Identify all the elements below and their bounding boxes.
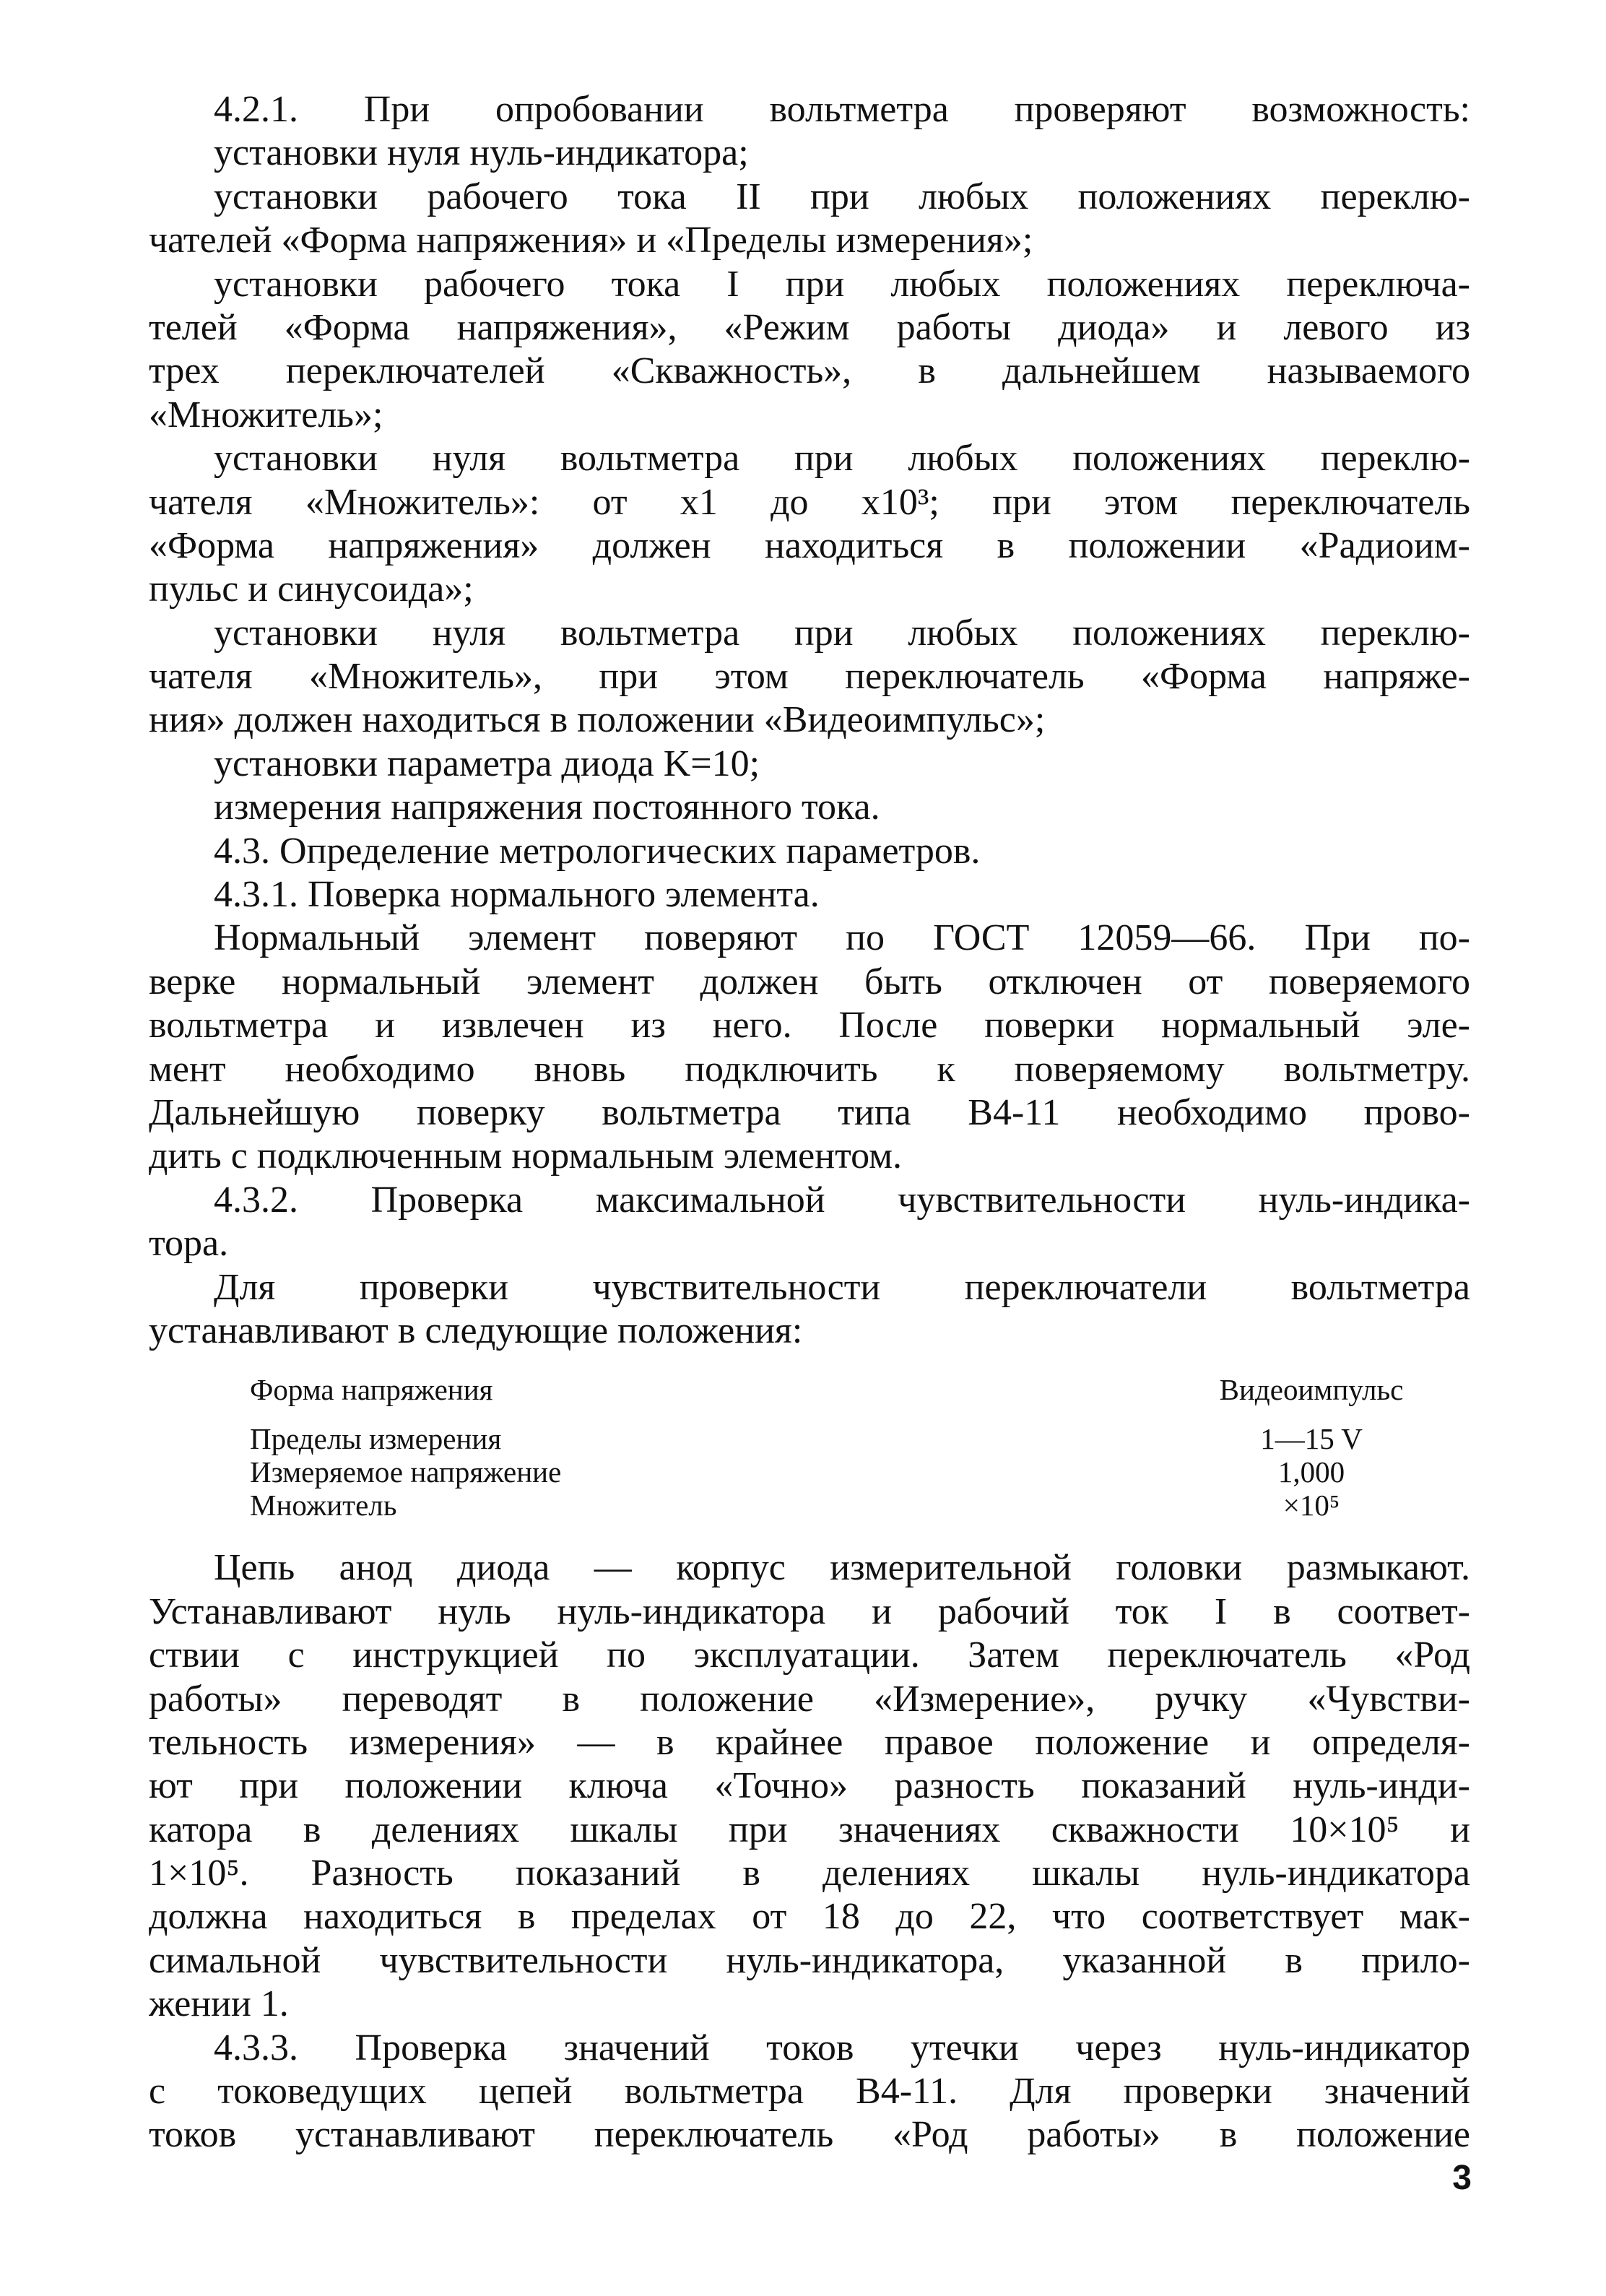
text-line: телей «Форма напряжения», «Режим работы диода» и левого из: [149, 306, 1470, 348]
text-line: измерения напряжения постоянного тока.: [214, 787, 880, 828]
text-line: трех переключателей «Скважность», в дальнейшем называемого: [149, 350, 1470, 392]
settings-label: Форма напряжения: [250, 1373, 493, 1407]
text-line: ствии с инструкцией по эксплуатации. Затем переключатель «Род: [149, 1634, 1470, 1676]
text-line: с токоведущих цепей вольтметра В4-11. Для проверки значений: [149, 2071, 1470, 2113]
text-line: 4.3.3. Проверка значений токов утечки через нуль-индикатор: [214, 2027, 1470, 2068]
text-line: должна находиться в пределах от 18 до 22, что соответствует мак-: [149, 1896, 1470, 1938]
text-line: тельность измерения» — в крайнее правое положение и определя-: [149, 1721, 1470, 1763]
text-block-bottom: [149, 1546, 1470, 2157]
text-line: симальной чувствительности нуль-индикатора, указанной в прило-: [149, 1939, 1470, 1981]
settings-row: [250, 1489, 1470, 1522]
text-line: пульс и синусоида»;: [149, 568, 474, 610]
settings-label: Измеряемое напряжение: [250, 1455, 562, 1489]
text-line: 1×10⁵. Разность показаний в делениях шкалы нуль-индикатора: [149, 1853, 1470, 1894]
settings-label: Множитель: [250, 1489, 397, 1522]
settings-label: Пределы измерения: [250, 1422, 502, 1456]
text-line: установки нуля нуль-индикатора;: [214, 132, 749, 174]
settings-row: [250, 1373, 1470, 1406]
settings-row: [250, 1422, 1470, 1455]
settings-value: Видеоимпульс: [1219, 1373, 1404, 1407]
text-line: установки рабочего тока II при любых положениях переклю-: [214, 176, 1470, 217]
text-line: работы» переводят в положение «Измерение», ручку «Чувстви-: [149, 1678, 1470, 1720]
text-line: «Форма напряжения» должен находиться в положении «Радиоим-: [149, 524, 1470, 566]
text-line: 4.3. Определение метрологических параметров.: [214, 830, 981, 872]
text-line: тора.: [149, 1223, 229, 1265]
text-line: 4.3.2. Проверка максимальной чувствительности нуль-индика-: [214, 1179, 1470, 1221]
text-line: Нормальный элемент поверяют по ГОСТ 12059—66. При по-: [214, 917, 1470, 959]
settings-value: 1,000: [1277, 1455, 1345, 1489]
text-line: «Множитель»;: [149, 394, 383, 436]
text-line: мент необходимо вновь подключить к поверяемому вольтметру.: [149, 1048, 1470, 1090]
text-line: установки нуля вольтметра при любых положениях переклю-: [214, 612, 1470, 654]
text-line: 4.3.1. Поверка нормального элемента.: [214, 874, 820, 916]
settings-table: [149, 1373, 1470, 1522]
text-line: катора в делениях шкалы при значениях скважности 10×10⁵ и: [149, 1808, 1470, 1850]
text-line: чателей «Форма напряжения» и «Пределы измерения»;: [149, 220, 1033, 261]
text-line: чателя «Множитель», при этом переключатель «Форма напряже-: [149, 656, 1470, 698]
settings-row: [250, 1455, 1470, 1489]
text-line: устанавливают в следующие положения:: [149, 1309, 803, 1351]
text-line: чателя «Множитель»: от х1 до х10³; при этом переключатель: [149, 481, 1470, 523]
text-line: ют при положении ключа «Точно» разность показаний нуль-инди-: [149, 1765, 1470, 1807]
text-line: установки рабочего тока I при любых положениях переключа-: [214, 263, 1470, 305]
text-line: Дальнейшую поверку вольтметра типа В4-11 необходимо прово-: [149, 1091, 1470, 1133]
text-line: вольтметра и извлечен из него. После поверки нормальный эле-: [149, 1005, 1470, 1047]
text-line: установки параметра диода K=10;: [214, 742, 760, 784]
text-line: токов устанавливают переключатель «Род работы» в положение: [149, 2114, 1470, 2156]
text-line: Для проверки чувствительности переключатели вольтметра: [214, 1266, 1470, 1308]
text-line: Цепь анод диода — корпус измерительной головки размыкают.: [214, 1547, 1470, 1589]
page-number: 3: [1452, 2159, 1472, 2197]
settings-value: 1—15 V: [1260, 1422, 1363, 1456]
text-line: установки нуля вольтметра при любых положениях переклю-: [214, 438, 1470, 480]
text-line: верке нормальный элемент должен быть отключен от поверяемого: [149, 961, 1470, 1002]
text-line: ния» должен находиться в положении «Видеоимпульс»;: [149, 699, 1046, 741]
text-line: дить с подключенным нормальным элементом.: [149, 1135, 903, 1177]
settings-value: ×10⁵: [1282, 1489, 1340, 1522]
text-block-top: [149, 88, 1470, 1353]
text-line: жении 1.: [149, 1983, 289, 2025]
text-line: Устанавливают нуль нуль-индикатора и рабочий ток I в соответ-: [149, 1590, 1470, 1632]
text-line: 4.2.1. При опробовании вольтметра проверяют возможность:: [214, 89, 1470, 130]
document-page: [149, 88, 1470, 2157]
